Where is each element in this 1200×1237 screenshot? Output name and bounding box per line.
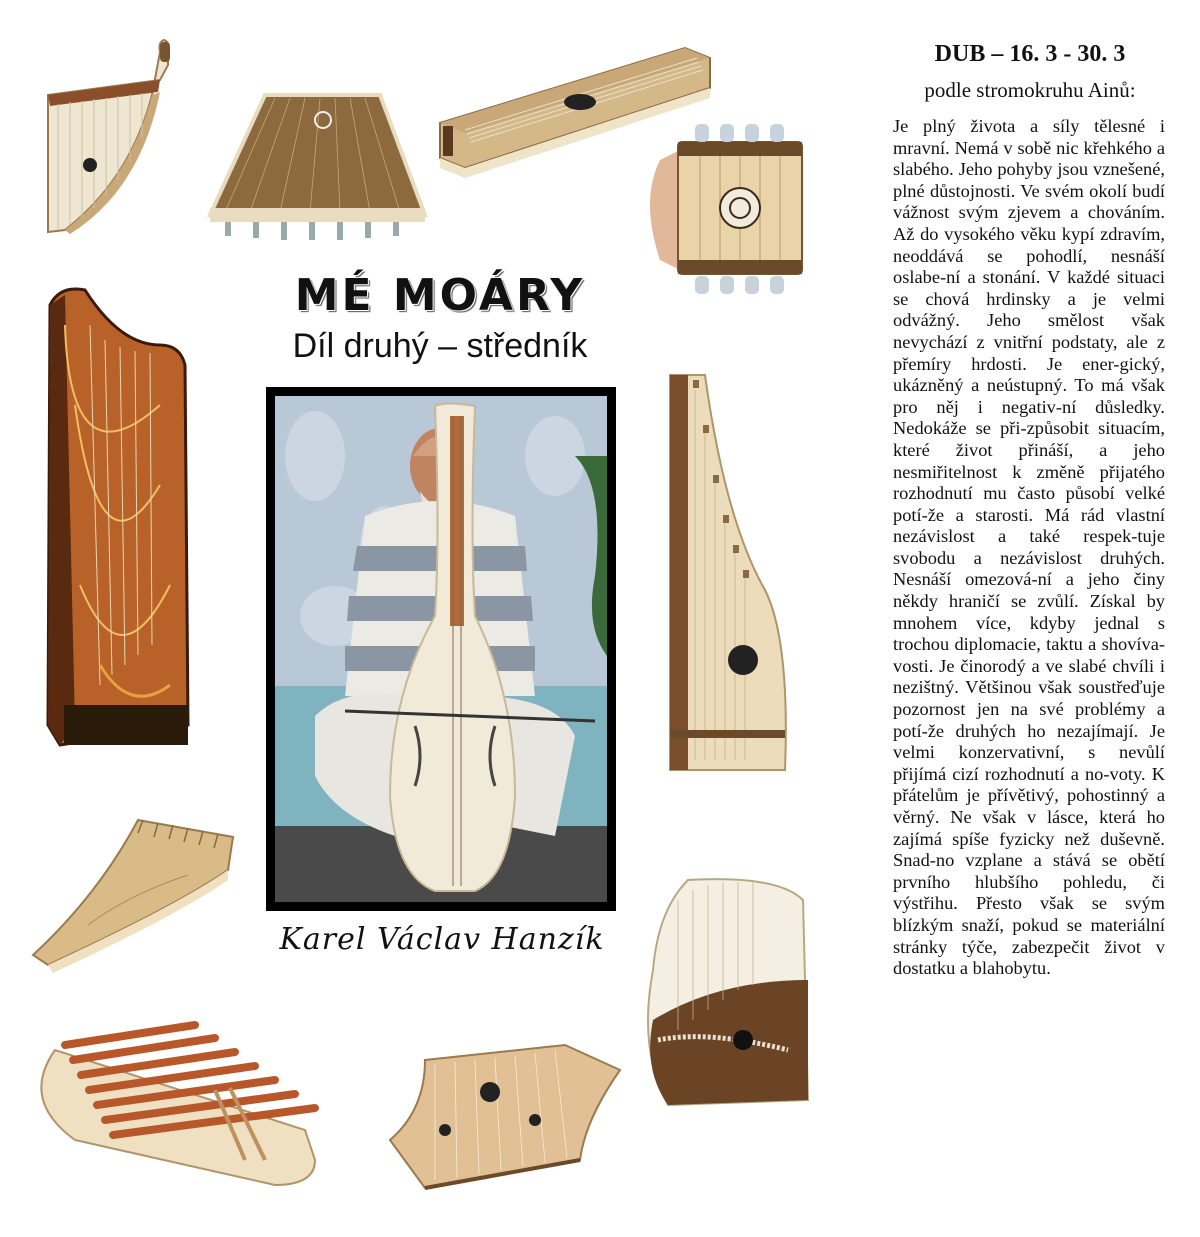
concert-zither-image: [385, 1040, 625, 1190]
tall-psaltery-image: [665, 370, 790, 775]
main-title: MÉ MOÁRY: [294, 270, 586, 321]
photo-frame: [266, 387, 616, 911]
zodiac-body-text: Je plný života a síly tělesné i mravní. Nemá v sobě nic křehkého a slabého. Jeho pohyby jsou vznešené, plné důstojnosti. Ve svém okolí budí vážnost svým zjevem a chováním. Až do vysokého věku kypí zdravím, neoddává se pohodlí, nesnáší oslabe-ní a stonání. V každé situaci se chová hrdinsky a je velmi odvážný. Jeho smělost však nevychází z vnitřní podstaty, ale z přemíry hrdosti. Je ener-gický, ukázněný a neústupný. To má však pro něj i negativ-ní důsledky. Nedokáže se při-způsobit situacím, které život přináší, a jeho nesmiřitelnost k změně přijatého rozhodnutí mu často působí velké potí-že a starosti. Má rád vlastní nezávislost a také respek-tuje svobodu a nezávislost druhých. Nesnáší omezová-ní a jeho činy někdy hraničí se zvůlí. Získal by mnohem více, kdyby jednal s trochou diplomacie, taktu a shovíva-vosti. Je činorodý a ve slabé chvíli i nezištný. Většinou však soustřeďuje pozornost jen na své problémy a potí-že druhých ho nezajímají. Je velmi konzervativní, s nevůlí přijímá cizí rozhodnutí a no-voty. K přátelům je přívětivý, pohostinný a věrný. Ne však v lásce, která ho zajímá spíše fyzicky než duševně. Snad-no vzplane a stává se obětí prvního hlubšího pohledu, či výstřihu. Přesto však se svým blízkým snaží, pokud se materiální stránky týče, zabezpečit život v dostatku a blahobytu.: [893, 116, 1165, 979]
signature: Karel Václav Hanzík: [279, 922, 605, 957]
mini-zither-image: [640, 120, 810, 300]
zodiac-heading: DUB – 16. 3 - 30. 3: [934, 41, 1126, 67]
harp-small-image: [40, 40, 175, 240]
title-block: [250, 268, 630, 368]
lap-zither-image: [28, 815, 238, 975]
zodiac-header: [880, 38, 1180, 104]
tubular-bells-image: [15, 1010, 330, 1200]
harp-psaltery-image: [638, 870, 813, 1110]
zither-dark-image: [205, 90, 430, 250]
celtic-harp-image: [40, 285, 190, 745]
subtitle: Díl druhý – středník: [292, 327, 588, 365]
zodiac-subheading: podle stromokruhu Ainů:: [924, 78, 1136, 102]
portrait-photo: [275, 396, 607, 902]
